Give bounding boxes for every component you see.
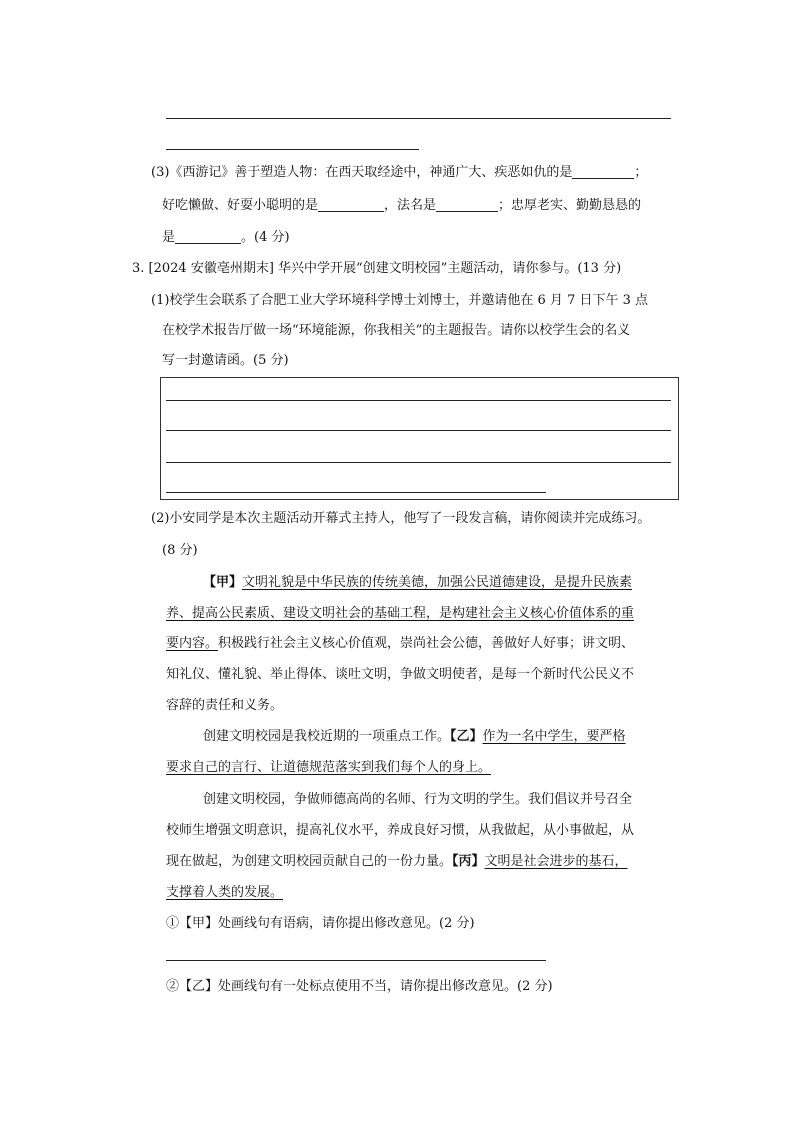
answer-line[interactable]: [166, 430, 671, 431]
q3-1-line1: (1)校学生会联系了合肥工业大学环境科学博士刘博士，并邀请他在 6 月 7 日下午 3 点: [151, 293, 649, 308]
answer-blank[interactable]: [436, 197, 498, 212]
answer-blank[interactable]: [175, 229, 241, 244]
paragraph-text: 创建文明校园是我校近期的一项重点工作。: [203, 729, 451, 744]
q2-3-text: ，法名是: [384, 198, 437, 213]
p3-line3: [166, 852, 628, 872]
underlined-sentence: 要内容。: [166, 636, 219, 651]
answer-line[interactable]: [166, 149, 419, 150]
answer-line[interactable]: [166, 462, 671, 463]
p3-line4: [166, 883, 283, 903]
paragraph-text: 现在做起，为创建文明校园贡献自己的一份力量。: [166, 854, 453, 869]
marker-jia: 【甲】: [203, 575, 243, 590]
q2-3-text: ；: [634, 165, 648, 180]
q2-3-line1: [151, 163, 647, 183]
q2-3-line3: [162, 228, 290, 248]
q2-3-text: 好吃懒做、好耍小聪明的是: [162, 198, 319, 213]
marker-bing: 【丙】: [452, 854, 485, 869]
q3-1-line2: 在校学术报告厅做一场“环境能源，你我相关”的主题报告。请你以校学生会的名义: [162, 323, 631, 338]
underlined-sentence: 作为一名中学生，要严格: [482, 729, 626, 744]
sub-question-2: ②【乙】处画线句有一处标点使用不当，请你提出修改意见。(2 分): [166, 979, 553, 994]
answer-line[interactable]: [166, 400, 671, 401]
answer-blank[interactable]: [318, 197, 384, 212]
answer-blank[interactable]: [572, 164, 634, 179]
answer-line[interactable]: [166, 492, 546, 493]
underlined-sentence: 养、提高公民素质、建设文明社会的基础工程，是构建社会主义核心价值体系的重: [166, 606, 635, 621]
p1-line2: [166, 604, 634, 624]
q2-3-text: ；忠厚老实、勤勤恳恳的: [498, 198, 642, 213]
q2-3-text: 是: [162, 230, 176, 245]
p3-line1: 创建文明校园，争做师德高尚的名师、行为文明的学生。我们倡议并号召全: [203, 792, 633, 807]
p1-line1: [203, 573, 632, 593]
underlined-sentence: 要求自己的言行、让道德规范落实到我们每个人的身上。: [166, 760, 492, 775]
answer-line[interactable]: [166, 960, 546, 961]
p3-line2: 校师生增强文明意识，提高礼仪水平，养成良好习惯，从我做起，从小事做起，从: [166, 823, 635, 838]
q3-2-line2: (8 分): [162, 543, 198, 558]
marker-yi: 【乙】: [450, 729, 483, 744]
p2-line2: [166, 758, 491, 778]
p1-line4: 知礼仪、懂礼貌、举止得体、谈吐文明，争做文明使者，是每一个新时代公民义不: [166, 667, 635, 682]
underlined-sentence: 文明礼貌是中华民族的传统美德，加强公民道德建设，是提升民族素: [242, 575, 633, 590]
answer-box: [160, 377, 679, 500]
q2-3-text: 。(4 分): [241, 230, 290, 245]
p2-line1: [203, 727, 626, 747]
q2-3-text: (3)《西游记》善于塑造人物：在西天取经途中，神通广大、疾恶如仇的是: [151, 165, 573, 180]
q2-3-line2: [162, 196, 641, 216]
underlined-sentence: 支撑着人类的发展。: [166, 885, 284, 900]
q3-1-line3: 写一封邀请函。(5 分): [162, 353, 289, 368]
q3-header: 3. [2024 安徽亳州期末] 华兴中学开展“创建文明校园”主题活动，请你参与。(13 分): [132, 261, 622, 276]
p1-line3: [166, 634, 634, 654]
underlined-sentence: 文明是社会进步的基石，: [484, 854, 628, 869]
paragraph-text: 积极践行社会主义核心价值观，崇尚社会公德，善做好人好事；讲文明、: [218, 636, 635, 651]
p1-line5: 容辞的责任和义务。: [166, 698, 284, 713]
answer-line[interactable]: [166, 118, 671, 119]
sub-question-1: ①【甲】处画线句有语病，请你提出修改意见。(2 分): [166, 916, 475, 931]
q3-2-line1: (2)小安同学是本次主题活动开幕式主持人，他写了一段发言稿，请你阅读并完成练习。: [151, 511, 651, 526]
